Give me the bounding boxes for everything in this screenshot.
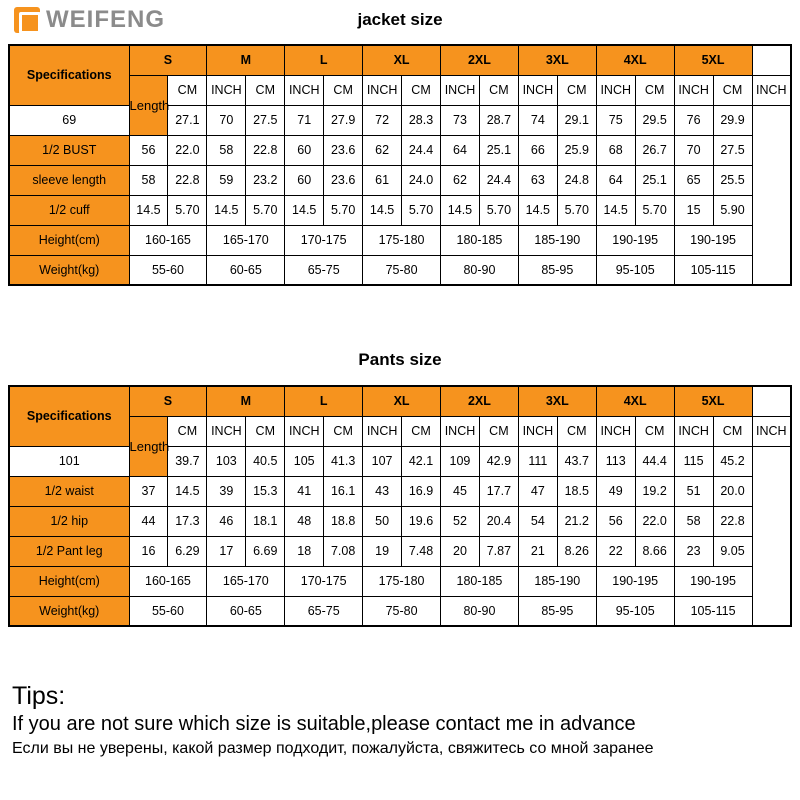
table-cell: 23.6 (324, 135, 363, 165)
pants-size-table (8, 385, 792, 627)
table-cell: 48 (285, 506, 324, 536)
row-label-1-2-pant-leg: 1/2 Pant leg (9, 536, 129, 566)
unit-inch: INCH (441, 416, 480, 446)
table-cell: 65-75 (285, 255, 363, 285)
table-cell: 59 (207, 165, 246, 195)
table-row (9, 135, 791, 165)
row-label-1-2-cuff: 1/2 cuff (9, 195, 129, 225)
row-label-height: Height(cm) (9, 225, 129, 255)
table-cell: 21 (518, 536, 557, 566)
table-cell: 105 (285, 446, 324, 476)
unit-cm: CM (168, 416, 207, 446)
table-header-row (9, 45, 791, 75)
table-cell: 74 (518, 105, 557, 135)
table-cell: 165-170 (207, 225, 285, 255)
size-header-3xl: 3XL (518, 45, 596, 75)
table-cell: 20.4 (479, 506, 518, 536)
table-cell: 71 (285, 105, 324, 135)
table-cell: 7.08 (324, 536, 363, 566)
table-row (9, 536, 791, 566)
row-label-weight: Weight(kg) (9, 596, 129, 626)
table-cell: 23 (674, 536, 713, 566)
unit-cm: CM (324, 75, 363, 105)
pants-title: Pants size (358, 350, 442, 369)
table-cell: 22 (596, 536, 635, 566)
table-cell: 23.2 (246, 165, 285, 195)
table-cell: 160-165 (129, 566, 207, 596)
table-cell: 45.2 (713, 446, 752, 476)
size-header-5xl: 5XL (674, 386, 752, 416)
table-cell: 190-195 (596, 566, 674, 596)
table-cell: 69 (9, 105, 129, 135)
table-cell: 165-170 (207, 566, 285, 596)
table-cell: 64 (441, 135, 480, 165)
table-row (9, 476, 791, 506)
tips-section (12, 682, 800, 758)
table-cell: 17.3 (168, 506, 207, 536)
table-cell: 85-95 (518, 255, 596, 285)
table-cell: 103 (207, 446, 246, 476)
row-label-height: Height(cm) (9, 566, 129, 596)
table-cell: 5.70 (479, 195, 518, 225)
table-cell: 68 (596, 135, 635, 165)
table-cell: 8.26 (557, 536, 596, 566)
table-cell: 41 (285, 476, 324, 506)
unit-cm: CM (479, 416, 518, 446)
table-cell: 60 (285, 135, 324, 165)
unit-inch: INCH (285, 416, 324, 446)
table-cell: 62 (441, 165, 480, 195)
table-cell: 58 (129, 165, 168, 195)
table-cell: 9.05 (713, 536, 752, 566)
unit-inch: INCH (752, 75, 791, 105)
table-row (9, 195, 791, 225)
table-cell: 5.70 (635, 195, 674, 225)
table-cell: 115 (674, 446, 713, 476)
unit-inch: INCH (363, 75, 402, 105)
unit-cm: CM (402, 75, 441, 105)
unit-inch: INCH (285, 75, 324, 105)
unit-cm: CM (479, 75, 518, 105)
table-cell: 44.4 (635, 446, 674, 476)
table-cell: 52 (441, 506, 480, 536)
size-header-4xl: 4XL (596, 386, 674, 416)
table-row (9, 506, 791, 536)
row-label-weight: Weight(kg) (9, 255, 129, 285)
unit-cm: CM (402, 416, 441, 446)
unit-inch: INCH (674, 75, 713, 105)
size-header-xl: XL (363, 45, 441, 75)
table-cell: 7.48 (402, 536, 441, 566)
tips-russian: Если вы не уверены, какой размер подходит, пожалуйста, свяжитесь со мной заранее (12, 740, 654, 757)
size-header-m: M (207, 386, 285, 416)
unit-cm: CM (557, 416, 596, 446)
row-label-sleeve-length: sleeve length (9, 165, 129, 195)
table-cell: 50 (363, 506, 402, 536)
table-cell: 105-115 (674, 596, 752, 626)
table-cell: 170-175 (285, 566, 363, 596)
table-cell: 41.3 (324, 446, 363, 476)
table-cell: 17.7 (479, 476, 518, 506)
unit-cm: CM (168, 75, 207, 105)
size-header-xl: XL (363, 386, 441, 416)
brand-name: WEIFENG (46, 6, 165, 33)
table-cell: 60-65 (207, 255, 285, 285)
unit-inch: INCH (518, 75, 557, 105)
table-cell: 72 (363, 105, 402, 135)
table-cell: 14.5 (363, 195, 402, 225)
row-label-1-2-hip: 1/2 hip (9, 506, 129, 536)
unit-cm: CM (557, 75, 596, 105)
row-label-1-2-bust: 1/2 BUST (9, 135, 129, 165)
unit-cm: CM (713, 416, 752, 446)
unit-cm: CM (635, 75, 674, 105)
table-cell: 14.5 (168, 476, 207, 506)
table-cell: 24.4 (479, 165, 518, 195)
table-cell: 7.87 (479, 536, 518, 566)
weight-row (9, 255, 791, 285)
unit-inch: INCH (674, 416, 713, 446)
table-cell: 28.3 (402, 105, 441, 135)
table-cell: 55-60 (129, 596, 207, 626)
table-cell: 22.8 (168, 165, 207, 195)
jacket-title: jacket size (357, 10, 443, 29)
table-cell: 22.0 (635, 506, 674, 536)
row-label-length: Length (129, 416, 168, 476)
table-cell: 18 (285, 536, 324, 566)
table-cell: 60 (285, 165, 324, 195)
table-cell: 27.5 (246, 105, 285, 135)
unit-inch: INCH (596, 75, 635, 105)
table-cell: 19.2 (635, 476, 674, 506)
table-cell: 27.1 (168, 105, 207, 135)
table-header-row (9, 386, 791, 416)
table-cell: 46 (207, 506, 246, 536)
unit-cm: CM (324, 416, 363, 446)
tips-english: If you are not sure which size is suitable,please contact me in advance (12, 713, 636, 735)
table-cell: 105-115 (674, 255, 752, 285)
table-cell: 160-165 (129, 225, 207, 255)
table-cell: 22.8 (246, 135, 285, 165)
table-cell: 39.7 (168, 446, 207, 476)
table-cell: 16 (129, 536, 168, 566)
table-cell: 26.7 (635, 135, 674, 165)
table-cell: 56 (596, 506, 635, 536)
row-label-length: Length (129, 75, 168, 135)
jacket-size-table (8, 44, 792, 286)
table-cell: 85-95 (518, 596, 596, 626)
table-cell: 190-195 (596, 225, 674, 255)
table-cell: 22.8 (713, 506, 752, 536)
table-cell: 5.70 (168, 195, 207, 225)
table-cell: 22.0 (168, 135, 207, 165)
table-cell: 16.9 (402, 476, 441, 506)
table-cell: 62 (363, 135, 402, 165)
table-cell: 190-195 (674, 225, 752, 255)
height-row (9, 225, 791, 255)
table-cell: 47 (518, 476, 557, 506)
spec-header: Specifications (9, 45, 129, 105)
table-cell: 19.6 (402, 506, 441, 536)
table-cell: 180-185 (441, 225, 519, 255)
table-cell: 29.1 (557, 105, 596, 135)
size-header-4xl: 4XL (596, 45, 674, 75)
table-cell: 75-80 (363, 255, 441, 285)
table-cell: 5.90 (713, 195, 752, 225)
table-cell: 75 (596, 105, 635, 135)
table-cell: 55-60 (129, 255, 207, 285)
unit-inch: INCH (207, 416, 246, 446)
table-cell: 27.5 (713, 135, 752, 165)
table-cell: 24.4 (402, 135, 441, 165)
table-cell: 175-180 (363, 566, 441, 596)
weight-row (9, 596, 791, 626)
table-cell: 28.7 (479, 105, 518, 135)
table-cell: 95-105 (596, 596, 674, 626)
table-cell: 18.8 (324, 506, 363, 536)
table-cell: 17 (207, 536, 246, 566)
table-cell: 40.5 (246, 446, 285, 476)
size-header-l: L (285, 45, 363, 75)
table-cell: 42.1 (402, 446, 441, 476)
table-cell: 64 (596, 165, 635, 195)
table-cell: 65 (674, 165, 713, 195)
table-cell: 5.70 (246, 195, 285, 225)
table-cell: 60-65 (207, 596, 285, 626)
table-cell: 109 (441, 446, 480, 476)
table-cell: 107 (363, 446, 402, 476)
table-cell: 95-105 (596, 255, 674, 285)
table-cell: 6.69 (246, 536, 285, 566)
table-cell: 43 (363, 476, 402, 506)
table-cell: 170-175 (285, 225, 363, 255)
table-cell: 49 (596, 476, 635, 506)
table-cell: 70 (207, 105, 246, 135)
table-cell: 29.5 (635, 105, 674, 135)
table-cell: 21.2 (557, 506, 596, 536)
table-cell: 27.9 (324, 105, 363, 135)
size-header-m: M (207, 45, 285, 75)
table-cell: 15 (674, 195, 713, 225)
table-cell: 113 (596, 446, 635, 476)
unit-inch: INCH (752, 416, 791, 446)
table-cell: 5.70 (402, 195, 441, 225)
table-row (9, 105, 791, 135)
table-cell: 37 (129, 476, 168, 506)
table-cell: 70 (674, 135, 713, 165)
table-row (9, 446, 791, 476)
size-header-3xl: 3XL (518, 386, 596, 416)
table-cell: 56 (129, 135, 168, 165)
size-header-5xl: 5XL (674, 45, 752, 75)
table-cell: 24.0 (402, 165, 441, 195)
table-cell: 80-90 (441, 255, 519, 285)
table-cell: 14.5 (129, 195, 168, 225)
table-cell: 66 (518, 135, 557, 165)
table-cell: 14.5 (518, 195, 557, 225)
table-cell: 18.1 (246, 506, 285, 536)
table-cell: 185-190 (518, 566, 596, 596)
table-cell: 76 (674, 105, 713, 135)
table-cell: 14.5 (285, 195, 324, 225)
height-row (9, 566, 791, 596)
tips-heading: Tips: (12, 682, 66, 710)
table-cell: 44 (129, 506, 168, 536)
table-cell: 8.66 (635, 536, 674, 566)
table-cell: 39 (207, 476, 246, 506)
unit-inch: INCH (363, 416, 402, 446)
table-cell: 73 (441, 105, 480, 135)
table-cell: 20 (441, 536, 480, 566)
table-cell: 16.1 (324, 476, 363, 506)
unit-cm: CM (246, 75, 285, 105)
table-cell: 75-80 (363, 596, 441, 626)
table-cell: 20.0 (713, 476, 752, 506)
table-cell: 54 (518, 506, 557, 536)
table-cell: 180-185 (441, 566, 519, 596)
table-cell: 51 (674, 476, 713, 506)
table-cell: 185-190 (518, 225, 596, 255)
table-cell: 111 (518, 446, 557, 476)
size-header-s: S (129, 386, 207, 416)
table-cell: 14.5 (441, 195, 480, 225)
table-cell: 23.6 (324, 165, 363, 195)
table-cell: 25.5 (713, 165, 752, 195)
table-cell: 5.70 (324, 195, 363, 225)
table-cell: 190-195 (674, 566, 752, 596)
table-cell: 80-90 (441, 596, 519, 626)
table-cell: 42.9 (479, 446, 518, 476)
unit-inch: INCH (207, 75, 246, 105)
table-cell: 175-180 (363, 225, 441, 255)
table-cell: 5.70 (557, 195, 596, 225)
unit-cm: CM (246, 416, 285, 446)
table-cell: 61 (363, 165, 402, 195)
table-cell: 18.5 (557, 476, 596, 506)
table-cell: 6.29 (168, 536, 207, 566)
table-row (9, 165, 791, 195)
table-cell: 29.9 (713, 105, 752, 135)
size-header-l: L (285, 386, 363, 416)
unit-inch: INCH (596, 416, 635, 446)
table-cell: 25.1 (635, 165, 674, 195)
unit-cm: CM (635, 416, 674, 446)
table-cell: 25.9 (557, 135, 596, 165)
table-cell: 58 (674, 506, 713, 536)
table-cell: 101 (9, 446, 129, 476)
size-header-2xl: 2XL (441, 45, 519, 75)
spec-header: Specifications (9, 386, 129, 446)
table-cell: 43.7 (557, 446, 596, 476)
unit-inch: INCH (441, 75, 480, 105)
table-cell: 45 (441, 476, 480, 506)
table-cell: 24.8 (557, 165, 596, 195)
table-cell: 19 (363, 536, 402, 566)
table-cell: 15.3 (246, 476, 285, 506)
table-cell: 14.5 (596, 195, 635, 225)
table-cell: 58 (207, 135, 246, 165)
table-cell: 65-75 (285, 596, 363, 626)
row-label-1-2-waist: 1/2 waist (9, 476, 129, 506)
size-header-2xl: 2XL (441, 386, 519, 416)
unit-cm: CM (713, 75, 752, 105)
table-cell: 25.1 (479, 135, 518, 165)
size-header-s: S (129, 45, 207, 75)
table-cell: 63 (518, 165, 557, 195)
table-cell: 14.5 (207, 195, 246, 225)
unit-inch: INCH (518, 416, 557, 446)
